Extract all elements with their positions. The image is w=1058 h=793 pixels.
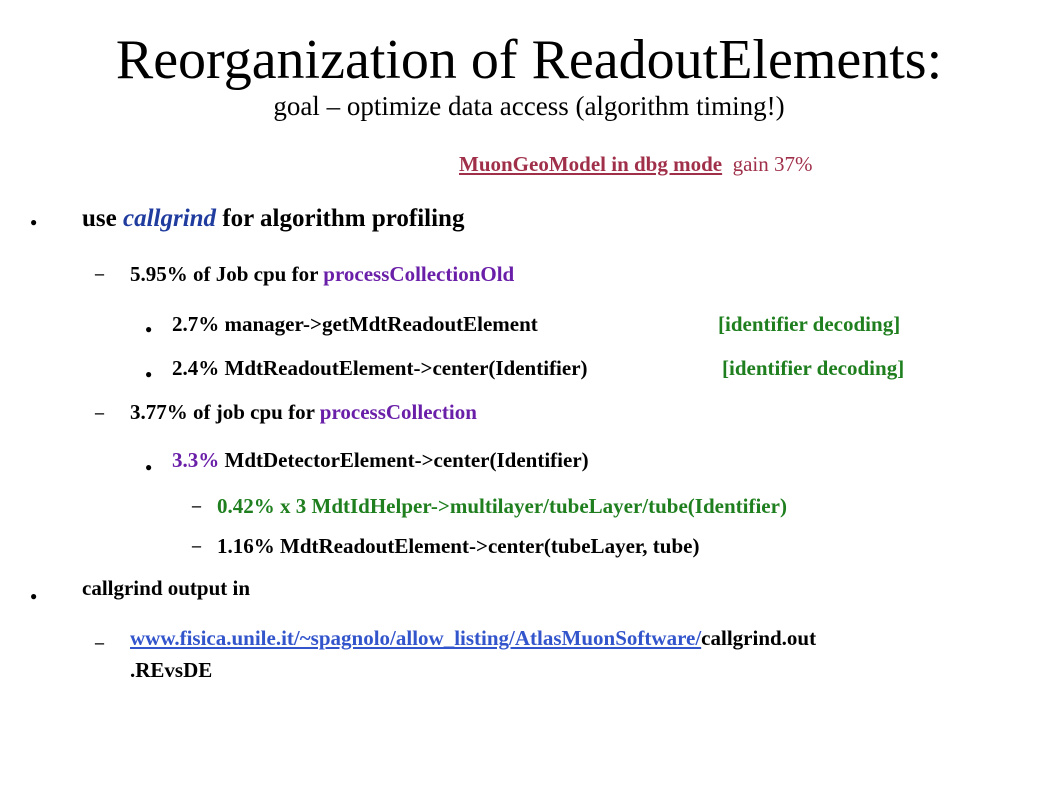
gain-link[interactable]: MuonGeoModel in dbg mode: [459, 152, 723, 176]
callgrind-file-suffix: .REvsDE: [130, 658, 213, 682]
callgrind-url-line: [130, 624, 816, 652]
job-cpu-new-prefix: 3.77% of job cpu for: [130, 400, 320, 424]
job-cpu-old-prefix: 5.95% of Job cpu for: [130, 262, 324, 286]
detector-center-pct: 3.3%: [172, 448, 220, 472]
detector-center-text: MdtDetectorElement->center(Identifier): [219, 448, 589, 472]
id-helper-line: 0.42% x 3 MdtIdHelper->multilayer/tubeLayer/tube(Identifier): [217, 494, 787, 518]
readout-center-line: 2.4% MdtReadoutElement->center(Identifier): [172, 356, 588, 380]
identifier-decoding-tag: [identifier decoding]: [718, 312, 901, 336]
detector-center-line: [172, 446, 589, 474]
bullet-icon: ●: [145, 322, 153, 336]
bullet-icon: ●: [145, 460, 153, 474]
slide-subtitle: goal – optimize data access (algorithm timing!): [273, 91, 785, 121]
bullet-callgrind-suffix: for algorithm profiling: [216, 205, 465, 232]
process-collection: processCollection: [319, 400, 477, 424]
process-collection-old: processCollectionOld: [323, 262, 515, 286]
bullet-callgrind-prefix: use: [82, 205, 123, 232]
get-mdt-readout-line: 2.7% manager->getMdtReadoutElement: [172, 312, 538, 336]
bullet-icon: ●: [30, 215, 38, 229]
dash-icon: –: [95, 632, 104, 652]
gain-line: [459, 150, 813, 178]
callgrind-emph: callgrind: [122, 205, 217, 232]
callgrind-output-line: callgrind output in: [82, 576, 251, 600]
dash-icon: –: [95, 263, 104, 283]
center-tube-line: 1.16% MdtReadoutElement->center(tubeLayer, tube): [217, 534, 700, 558]
dash-icon: –: [192, 535, 201, 555]
job-cpu-old: [130, 260, 514, 288]
gain-text: gain 37%: [732, 152, 813, 176]
identifier-decoding-tag: [identifier decoding]: [722, 356, 905, 380]
dash-icon: –: [95, 402, 104, 422]
bullet-icon: ●: [145, 367, 153, 381]
callgrind-file: callgrind.out: [701, 626, 817, 650]
bullet-icon: ●: [30, 589, 38, 603]
callgrind-url-link[interactable]: www.fisica.unile.it/~spagnolo/allow_listing/AtlasMuonSoftware/: [130, 626, 702, 650]
dash-icon: –: [192, 495, 201, 515]
job-cpu-new: [130, 398, 477, 426]
slide-title: Reorganization of ReadoutElements:: [115, 29, 943, 91]
bullet-callgrind: [82, 203, 464, 235]
